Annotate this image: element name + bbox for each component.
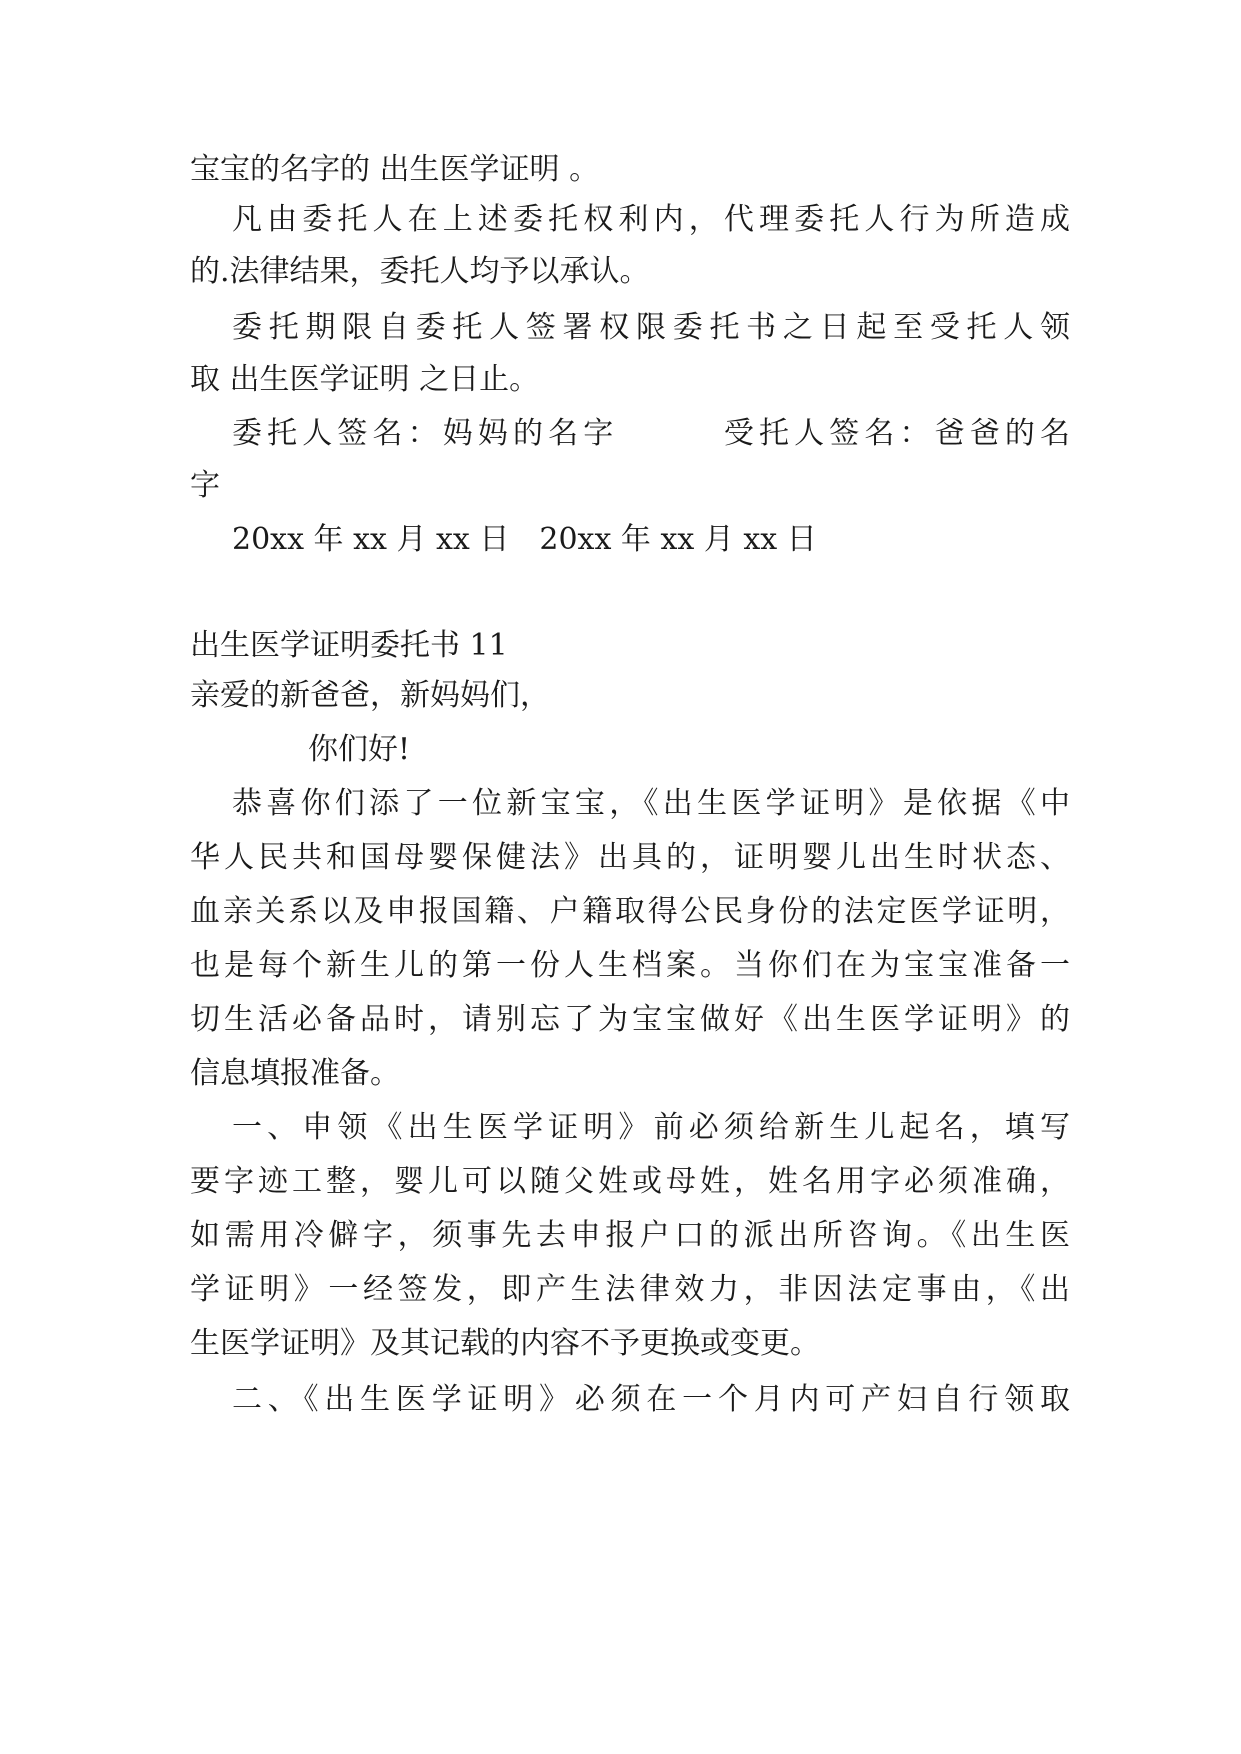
paragraph-rule-1-line-1: 一、申领《出生医学证明》前必须给新生儿起名，填写 [232,1110,1070,1145]
section-title: 出生医学证明委托书 11 [190,628,508,663]
paragraph-intro-line-3: 血亲关系以及申报国籍、户籍取得公民身份的法定医学证明， [190,894,1070,929]
paragraph-intro-line-5: 切生活必备品时，请别忘了为宝宝做好《出生医学证明》的 [190,1002,1070,1037]
greeting-hello: 你们好! [308,732,411,767]
greeting: 亲爱的新爸爸，新妈妈们， [190,678,550,713]
paragraph-liability-line-1: 凡由委托人在上述委托权利内，代理委托人行为所造成 [232,202,1070,237]
paragraph-term-line-1: 委托期限自委托人签署权限委托书之日起至受托人领 [232,310,1070,345]
signature-line-wrap: 字 [190,468,220,503]
paragraph-intro-line-6: 信息填报准备。 [190,1056,400,1091]
text-line-baby-name: 宝宝的名字的 出生医学证明 。 [190,152,600,187]
paragraph-term-line-2: 取 出生医学证明 之日止。 [190,362,540,397]
paragraph-intro-line-4: 也是每个新生儿的第一份人生档案。当你们在为宝宝准备一 [190,948,1070,983]
paragraph-rule-1-line-3: 如需用冷僻字，须事先去申报户口的派出所咨询。《出生医 [190,1218,1070,1253]
paragraph-intro-line-2: 华人民共和国母婴保健法》出具的，证明婴儿出生时状态、 [190,840,1070,875]
paragraph-rule-1-line-4: 学证明》一经签发，即产生法律效力，非因法定事由，《出 [190,1272,1070,1307]
paragraph-intro-line-1: 恭喜你们添了一位新宝宝，《出生医学证明》是依据《中 [232,786,1070,821]
signature-line: 委托人签名：妈妈的名字 受托人签名：爸爸的名 [232,416,1070,451]
paragraph-rule-1-line-5: 生医学证明》及其记载的内容不予更换或变更。 [190,1326,820,1361]
paragraph-rule-2-line-1: 二、《出生医学证明》必须在一个月内可产妇自行领取 [232,1382,1070,1417]
date-line: 20xx 年 xx 月 xx 日 20xx 年 xx 月 xx 日 [232,522,817,557]
paragraph-rule-1-line-2: 要字迹工整，婴儿可以随父姓或母姓，姓名用字必须准确， [190,1164,1070,1199]
paragraph-liability-line-2: 的.法律结果，委托人均予以承认。 [190,254,650,289]
